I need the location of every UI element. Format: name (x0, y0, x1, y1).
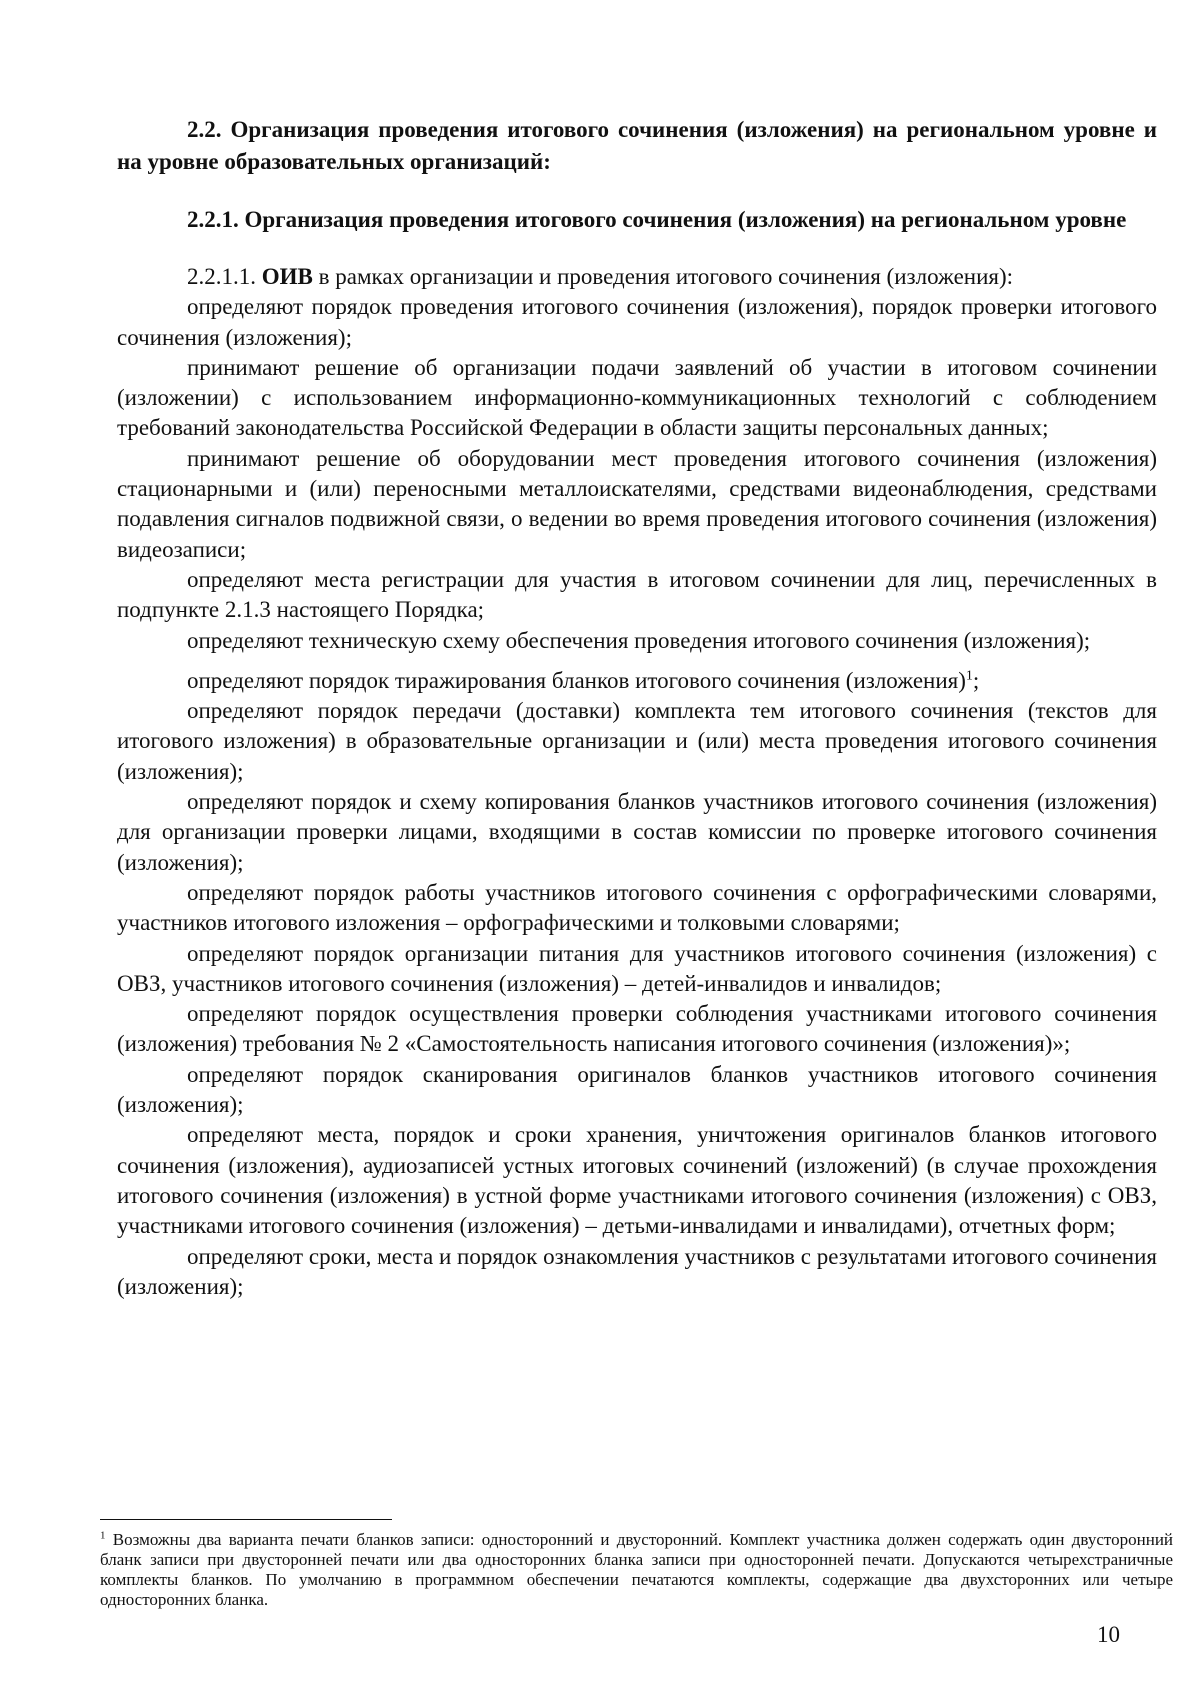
list-item: определяют порядок организации питания для участников итогового сочинения (изложения) с ОВЗ, участников итогового сочинения (изложения) – детей-инвалидов и инвалидов; (117, 940, 1157, 996)
footnote-reference[interactable]: 1 (965, 668, 973, 684)
footnote-marker: 1 (100, 1529, 106, 1542)
list-item: определяют порядок и схему копирования бланков участников итогового сочинения (изложения) для организации проверки лицами, входящими в состав комиссии по проверке итогового сочинения (изложения); (117, 789, 1157, 875)
list-item: принимают решение об организации подачи заявлений об участии в итоговом сочинении (изложении) с использованием информационно-коммуникационных технологий с соблюдением требований законодательства Российской Федерации в области защиты персональных данных; (117, 354, 1157, 441)
page-number: 10 (1097, 1622, 1120, 1647)
subsection-heading-2-2-1 (117, 204, 1157, 236)
clause-2-2-1-1 (117, 262, 1157, 292)
document-page (117, 108, 1157, 1302)
list-item: определяют порядок проведения итогового сочинения (изложения), порядок проверки итогового сочинения (изложения); (117, 294, 1157, 350)
section-heading-text: Организация проведения итогового сочинения (изложения) на региональном уровне и на уровне образовательных организаций: (117, 117, 1157, 174)
clause-subject: ОИВ (261, 264, 313, 289)
subsection-number: 2.2.1. (187, 207, 239, 232)
footnote-separator (100, 1519, 392, 1520)
list-item: определяют сроки, места и порядок ознакомления участников с результатами итогового сочинения (изложения); (117, 1243, 1157, 1299)
subsection-heading-text: Организация проведения итогового сочинения (изложения) на региональном уровне (244, 207, 1127, 232)
list-item: принимают решение об оборудовании мест проведения итогового сочинения (изложения) стационарными и (или) переносными металлоискателями, средствами видеонаблюдения, средствами подавления сигналов подвижной связи, о ведении во время проведения итогового сочинения (изложения) видеозаписи; (117, 445, 1157, 562)
list-item: определяют места, порядок и сроки хранения, уничтожения оригиналов бланков итогового сочинения (изложения), аудиозаписей устных итоговых сочинений (изложений) (в случае прохождения итогового сочинения (изложения) в устной форме участниками итогового сочинения (изложения) с ОВЗ, участниками итогового сочинения (изложения) – детьми-инвалидами и инвалидами), отчетных форм; (117, 1122, 1157, 1239)
section-heading-2-2 (117, 114, 1157, 178)
list-item: определяют техническую схему обеспечения проведения итогового сочинения (изложения); (187, 627, 1091, 653)
list-item-footnoted (117, 666, 1157, 696)
section-number: 2.2. (187, 117, 222, 142)
clause-number: 2.2.1.1. (187, 264, 256, 289)
footnote (100, 1530, 1173, 1610)
list-item: определяют порядок передачи (доставки) комплекта тем итогового сочинения (текстов для итогового изложения) в образовательные организации и (или) места проведения итогового сочинения (изложения); (117, 698, 1157, 784)
list-item-text: определяют порядок тиражирования бланков итогового сочинения (изложения) (187, 667, 966, 693)
list-item: определяют порядок работы участников итогового сочинения с орфографическими словарями, участников итогового изложения – орфографическими и толковыми словарями; (117, 879, 1157, 936)
list-item: определяют места регистрации для участия в итоговом сочинении для лиц, перечисленных в подпункте 2.1.3 настоящего Порядка; (117, 566, 1157, 623)
footnote-text: Возможны два варианта печати бланков записи: односторонний и двусторонний. Комплект участника должен содержать один двусторонний бланк записи при двусторонней печати или два односторонних бланка записи при односторонней печати. Допускаются четырехстраничные комплекты бланков. По умолчанию в программном обеспечении печатаются комплекты, содержащие два двухсторонних или четыре односторонних бланка. (100, 1530, 1174, 1609)
document-body (117, 262, 1157, 1302)
list-item: определяют порядок осуществления проверки соблюдения участниками итогового сочинения (изложения) требования № 2 «Самостоятельность написания итогового сочинения (изложения)»; (117, 1001, 1157, 1057)
clause-intro-text: в рамках организации и проведения итогового сочинения (изложения): (318, 264, 1014, 289)
list-item: определяют порядок сканирования оригиналов бланков участников итогового сочинения (изложения); (117, 1061, 1157, 1118)
list-item-end: ; (972, 667, 980, 693)
